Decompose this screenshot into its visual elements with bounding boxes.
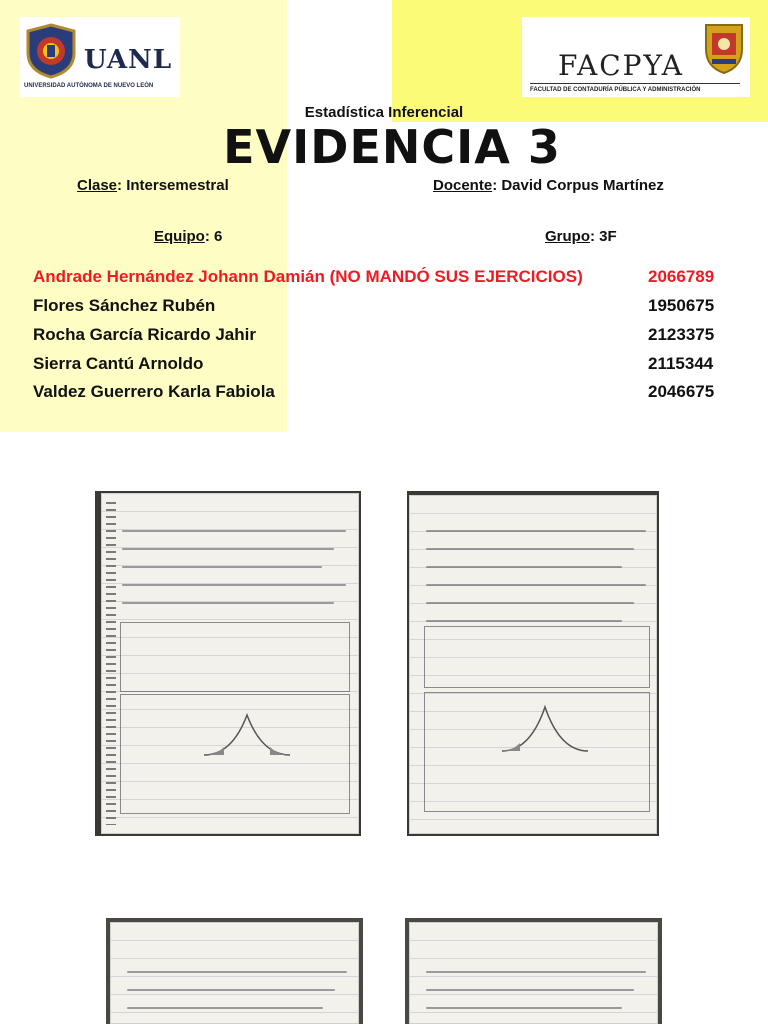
notebook-page [409, 495, 657, 834]
handwriting-line [426, 989, 634, 991]
member-id: 2123375 [648, 325, 715, 344]
normal-curve-sketch [202, 709, 292, 759]
grupo-value: : 3F [590, 228, 617, 245]
handwriting-line [122, 548, 334, 550]
facpya-name: FACPYA [558, 49, 685, 82]
work-box [424, 626, 650, 688]
notebook-photo-exercise-1 [95, 491, 361, 836]
member-id: 2066789 [648, 267, 715, 286]
docente-label: Docente [433, 177, 493, 194]
notebook-photo-exercise-4 [405, 918, 662, 1024]
uanl-logo [20, 17, 180, 97]
member-name: Valdez Guerrero Karla Fabiola [33, 382, 275, 401]
handwriting-line [426, 548, 634, 550]
uanl-subtitle: UNIVERSIDAD AUTÓNOMA DE NUEVO LEÓN [24, 83, 154, 89]
handwriting-line [426, 530, 646, 532]
member-id: 2046675 [648, 382, 715, 401]
page-title: EVIDENCIA 3 [223, 120, 561, 174]
member-name: Sierra Cantú Arnoldo [33, 354, 204, 373]
notebook-page [110, 922, 359, 1024]
notebook-page [409, 922, 658, 1024]
normal-curve-sketch [500, 701, 590, 756]
notebook-photo-exercise-2 [407, 491, 659, 836]
handwriting-line [426, 971, 646, 973]
member-name: Flores Sánchez Rubén [33, 296, 216, 315]
grupo-info [545, 228, 617, 245]
equipo-value: : 6 [204, 228, 223, 245]
facpya-divider [530, 83, 740, 84]
clase-info [77, 177, 229, 194]
handwriting-line [127, 989, 335, 991]
handwriting-line [127, 971, 347, 973]
handwriting-line [426, 602, 634, 604]
equipo-info [154, 228, 222, 245]
handwriting-line [426, 584, 646, 586]
clase-label: Clase [77, 177, 118, 194]
docente-info [433, 177, 664, 194]
uanl-seal-icon [24, 23, 78, 79]
member-id: 2115344 [648, 354, 714, 373]
facpya-subtitle: FACULTAD DE CONTADURÍA PÚBLICA Y ADMINISTRACIÓN [530, 87, 701, 93]
grupo-label: Grupo [545, 228, 590, 245]
member-id: 1950675 [648, 296, 715, 315]
handwriting-line [122, 566, 322, 568]
facpya-logo [522, 17, 750, 97]
spiral-binding [106, 502, 116, 825]
handwriting-line [426, 620, 622, 622]
equipo-label: Equipo [154, 228, 205, 245]
handwriting-line [127, 1007, 323, 1009]
handwriting-line [426, 1007, 622, 1009]
handwriting-line [426, 566, 622, 568]
clase-value: : Intersemestral [117, 177, 229, 194]
handwriting-line [122, 602, 334, 604]
handwriting-line [122, 584, 346, 586]
notebook-photo-exercise-3 [106, 918, 363, 1024]
notebook-page [101, 493, 359, 834]
subject-title: Estadística Inferencial [304, 104, 464, 121]
member-name: Rocha García Ricardo Jahir [33, 325, 256, 344]
docente-value: : David Corpus Martínez [492, 177, 664, 194]
member-name: Andrade Hernández Johann Damián (NO MANDÓ SUS EJERCICIOS) [33, 267, 583, 286]
handwriting-line [122, 530, 346, 532]
uanl-name: UANL [84, 45, 173, 75]
facpya-seal-icon [702, 19, 746, 75]
work-box [120, 622, 350, 692]
